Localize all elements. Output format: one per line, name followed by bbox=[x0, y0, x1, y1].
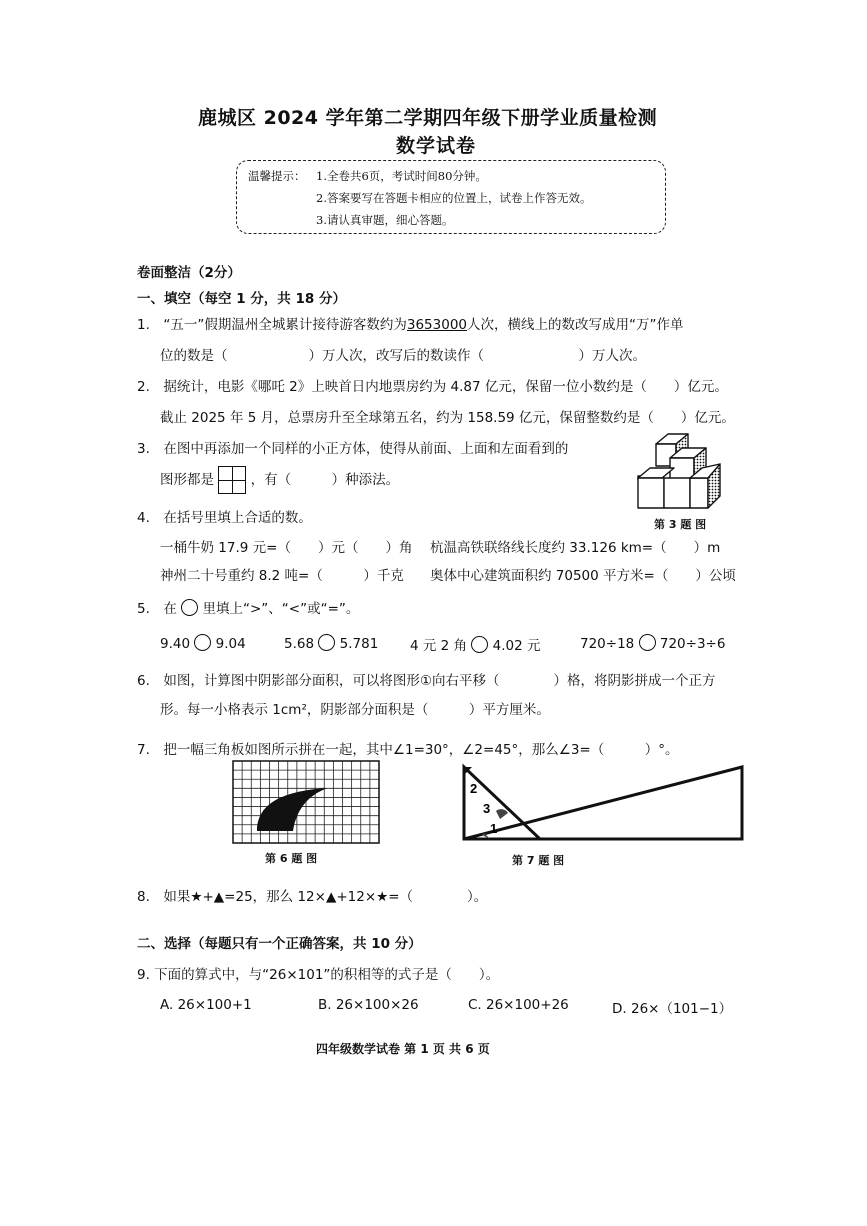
q1-text-b: 人次，横线上的数改写成用“万”作单 bbox=[467, 317, 684, 333]
q9-option-c: C. 26×100+26 bbox=[468, 997, 569, 1013]
q7-angle-3-label: 3 bbox=[483, 801, 491, 816]
compare-circle-icon bbox=[318, 634, 335, 651]
q5-item-2-right: 5.781 bbox=[339, 636, 379, 652]
q9-option-b: B. 26×100×26 bbox=[318, 997, 419, 1013]
neatness-header: 卷面整洁（2分） bbox=[137, 265, 241, 281]
q5-item-3-right: 4.02 元 bbox=[492, 638, 541, 654]
tips-line-3: 3.请认真审题，细心答题。 bbox=[316, 213, 454, 227]
compare-circle-icon bbox=[181, 599, 198, 616]
q9-option-a: A. 26×100+1 bbox=[160, 997, 252, 1013]
section-2-header: 二、选择（每题只有一个正确答案，共 10 分） bbox=[137, 936, 422, 952]
q7-angle-2-label: 2 bbox=[470, 781, 478, 796]
q5-item-1-left: 9.40 bbox=[160, 636, 191, 652]
q6-grid-figure bbox=[233, 761, 379, 843]
q1-line-2: 位的数是（ ）万人次，改写后的数读作（ ）万人次。 bbox=[160, 348, 646, 364]
q5-line-1 bbox=[137, 597, 359, 617]
q5-item-4-left: 720÷18 bbox=[580, 636, 635, 652]
q5-text-a: 5. 在 bbox=[137, 601, 177, 617]
q7-angle-1-label: 1 bbox=[490, 821, 498, 836]
view-grid-icon bbox=[218, 466, 246, 494]
compare-circle-icon bbox=[639, 634, 656, 651]
q2-line-2: 截止 2025 年 5 月，总票房升至全球第五名，约为 158.59 亿元，保留整数约是（ ）亿元。 bbox=[160, 410, 735, 426]
q3-cube-figure bbox=[636, 428, 726, 514]
q5-item-2 bbox=[284, 634, 378, 652]
q9-line-1: 9. 下面的算式中，与“26×101”的积相等的式子是（ ）。 bbox=[137, 967, 500, 983]
q7-triangle-figure bbox=[460, 763, 746, 843]
exam-title: 鹿城区 2024 学年第二学期四年级下册学业质量检测 bbox=[198, 107, 658, 129]
q5-item-3 bbox=[410, 634, 541, 654]
q1-line-1 bbox=[137, 313, 684, 333]
q5-text-b: 里填上“>”、“<”或“=”。 bbox=[202, 601, 360, 617]
q7-caption: 第 7 题 图 bbox=[512, 854, 565, 867]
q6-caption: 第 6 题 图 bbox=[265, 852, 318, 865]
q3-line-1: 3. 在图中再添加一个同样的小正方体，使得从前面、上面和左面看到的 bbox=[137, 441, 569, 457]
q7-line-1: 7. 把一幅三角板如图所示拼在一起，其中∠1=30°，∠2=45°，那么∠3=（ ）°。 bbox=[137, 742, 679, 758]
q6-line-1: 6. 如图，计算图中阴影部分面积，可以将图形①向右平移（ ）格，将阴影拼成一个正方 bbox=[137, 673, 716, 689]
q8-line-1: 8. 如果★+▲=25，那么 12×▲+12×★=（ ）。 bbox=[137, 889, 488, 905]
q5-item-2-left: 5.68 bbox=[284, 636, 315, 652]
q5-item-3-left: 4 元 2 角 bbox=[410, 638, 468, 654]
q1-text-a: 1. “五一”假期温州全城累计接待游客数约为 bbox=[137, 317, 407, 333]
q3-text-a: 图形都是 bbox=[160, 472, 214, 488]
q5-item-4 bbox=[580, 634, 725, 652]
compare-circle-icon bbox=[471, 636, 488, 653]
q1-number: 3653000 bbox=[406, 317, 467, 333]
tips-line-2: 2.答案要写在答题卡相应的位置上，试卷上作答无效。 bbox=[316, 191, 592, 205]
q6-line-2: 形。每一小格表示 1cm²，阴影部分面积是（ ）平方厘米。 bbox=[160, 702, 550, 718]
q5-item-1-right: 9.04 bbox=[215, 636, 246, 652]
q3-line-2 bbox=[160, 466, 399, 494]
exam-subtitle: 数学试卷 bbox=[396, 135, 477, 157]
q9-option-d: D. 26×（101−1） bbox=[612, 1001, 733, 1017]
tips-line-1: 1.全卷共6页，考试时间80分钟。 bbox=[316, 169, 487, 183]
q3-caption: 第 3 题 图 bbox=[654, 518, 707, 531]
q4-row-1a: 一桶牛奶 17.9 元=（ ）元（ ）角 bbox=[160, 540, 413, 556]
q5-item-4-right: 720÷3÷6 bbox=[659, 636, 726, 652]
tips-label: 温馨提示： bbox=[248, 169, 306, 183]
q5-item-1 bbox=[160, 634, 246, 652]
q4-line-1: 4. 在括号里填上合适的数。 bbox=[137, 510, 312, 526]
section-1-header: 一、填空（每空 1 分，共 18 分） bbox=[137, 291, 346, 307]
compare-circle-icon bbox=[194, 634, 211, 651]
page-footer: 四年级数学试卷 第 1 页 共 6 页 bbox=[316, 1042, 490, 1056]
q2-line-1: 2. 据统计，电影《哪吒 2》上映首日内地票房约为 4.87 亿元，保留一位小数约是（ ）亿元。 bbox=[137, 379, 728, 395]
q4-row-2b: 奥体中心建筑面积约 70500 平方米=（ ）公顷 bbox=[430, 568, 736, 584]
q3-text-b: ，有（ ）种添法。 bbox=[250, 472, 400, 488]
q4-row-2a: 神州二十号重约 8.2 吨=（ ）千克 bbox=[160, 568, 404, 584]
q4-row-1b: 杭温高铁联络线长度约 33.126 km=（ ）m bbox=[430, 540, 721, 556]
